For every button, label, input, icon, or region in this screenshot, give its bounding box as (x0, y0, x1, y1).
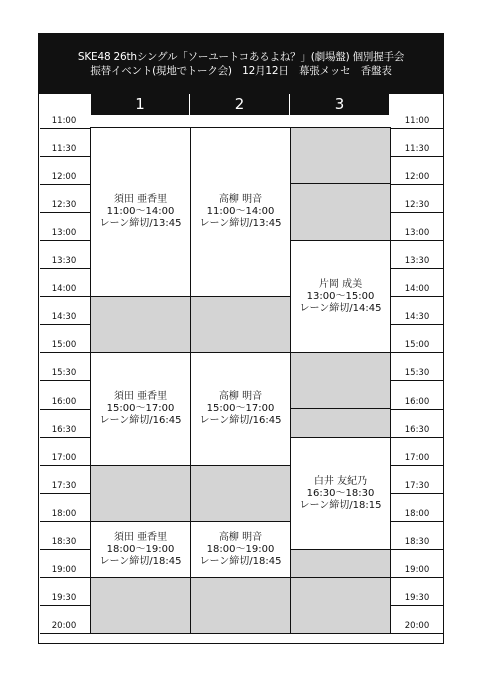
member-name: 高柳 明音 (218, 391, 263, 402)
lane-deadline: レーン締切/16:45 (99, 415, 182, 426)
tick-line-left (40, 380, 90, 381)
tick-line-left (40, 633, 90, 634)
time-label-right: 12:00 (404, 172, 430, 182)
time-label-right: 16:30 (404, 425, 430, 435)
empty-slot (290, 183, 391, 241)
tick-line-right (391, 577, 443, 578)
empty-slot (290, 577, 391, 634)
session-time: 11:00～14:00 (106, 206, 175, 217)
tick-line-left (40, 493, 90, 494)
lane-deadline: レーン締切/14:45 (299, 302, 382, 314)
time-label-right: 12:30 (404, 200, 430, 210)
member-name: 白井 友紀乃 (313, 475, 368, 487)
tick-line-right (391, 605, 443, 606)
lane-deadline: レーン締切/18:15 (299, 499, 382, 511)
session-time: 18:00～19:00 (106, 543, 175, 555)
tick-line-left (40, 184, 90, 185)
session-block-lane1-a (90, 127, 191, 297)
tick-line-right (391, 493, 443, 494)
session-block-lane3-b (290, 437, 391, 550)
tick-line-right (391, 324, 443, 325)
tick-line-right (391, 296, 443, 297)
tick-line-left (40, 352, 90, 353)
empty-slot (290, 408, 391, 438)
tick-line-left (40, 577, 90, 578)
lane-deadline: レーン締切/18:45 (199, 555, 282, 567)
member-name: 片岡 成美 (318, 278, 363, 290)
session-block-lane3-a (290, 240, 391, 353)
time-label-left: 17:00 (51, 453, 77, 463)
tick-line-left (40, 156, 90, 157)
time-label-right: 18:30 (404, 537, 430, 547)
session-time: 15:00～17:00 (206, 403, 275, 414)
time-label-right: 20:00 (404, 621, 430, 631)
time-label-right: 15:30 (404, 368, 430, 378)
empty-slot (190, 465, 291, 522)
tick-line-right (391, 437, 443, 438)
lane-deadline: レーン締切/16:45 (199, 415, 282, 426)
empty-slot (190, 577, 291, 634)
member-name: 高柳 明音 (218, 194, 263, 205)
lane-header-3: 3 (290, 94, 389, 115)
time-label-left: 18:00 (51, 509, 77, 519)
tick-line-right (391, 521, 443, 522)
tick-line-left (40, 212, 90, 213)
tick-line-left (40, 549, 90, 550)
time-label-left: 13:30 (51, 256, 77, 266)
time-label-left: 14:30 (51, 312, 77, 322)
tick-line-right (391, 156, 443, 157)
tick-line-right (391, 240, 443, 241)
time-label-right: 14:30 (404, 312, 430, 322)
time-label-left: 12:30 (51, 200, 77, 210)
time-label-right: 16:00 (404, 397, 430, 407)
time-label-left: 15:30 (51, 368, 77, 378)
time-label-left: 14:00 (51, 284, 77, 294)
empty-slot (290, 127, 391, 184)
time-label-left: 19:30 (51, 593, 77, 603)
lane-deadline: レーン締切/18:45 (99, 555, 182, 567)
empty-slot (290, 549, 391, 578)
lane-header-1: 1 (91, 94, 189, 115)
tick-line-right (391, 409, 443, 410)
time-label-left: 16:00 (51, 397, 77, 407)
tick-line-right (391, 212, 443, 213)
tick-line-left (40, 268, 90, 269)
tick-line-right (391, 268, 443, 269)
time-label-left: 13:00 (51, 228, 77, 238)
lane-deadline: レーン締切/13:45 (99, 218, 182, 229)
tick-line-right (391, 465, 443, 466)
time-label-right: 17:30 (404, 481, 430, 491)
time-label-right: 19:30 (404, 593, 430, 603)
member-name: 須田 亜香里 (113, 391, 168, 402)
session-time: 18:00～19:00 (206, 543, 275, 555)
tick-line-left (40, 605, 90, 606)
time-label-left: 19:00 (51, 565, 77, 575)
session-time: 11:00～14:00 (206, 206, 275, 217)
tick-line-right (391, 352, 443, 353)
member-name: 須田 亜香里 (113, 194, 168, 205)
time-label-left: 20:00 (51, 621, 77, 631)
time-label-right: 13:00 (404, 228, 430, 238)
empty-slot (290, 352, 391, 409)
empty-slot (90, 296, 191, 353)
tick-line-right (391, 549, 443, 550)
lane-deadline: レーン締切/13:45 (199, 218, 282, 229)
time-label-left: 11:00 (51, 116, 77, 126)
time-label-right: 15:00 (404, 340, 430, 350)
session-block-lane1-c (90, 521, 191, 578)
time-label-right: 19:00 (404, 565, 430, 575)
tick-line-left (40, 465, 90, 466)
session-block-lane1-b (90, 352, 191, 466)
schedule-header (38, 33, 444, 94)
time-label-right: 18:00 (404, 509, 430, 519)
empty-slot (90, 465, 191, 522)
tick-line-right (391, 184, 443, 185)
time-label-right: 14:00 (404, 284, 430, 294)
time-label-left: 18:30 (51, 537, 77, 547)
time-label-right: 11:30 (404, 144, 430, 154)
empty-slot (190, 296, 291, 353)
tick-line-left (40, 324, 90, 325)
session-block-lane2-b (190, 352, 291, 466)
tick-line-right (391, 380, 443, 381)
tick-line-right (391, 633, 443, 634)
session-time: 13:00～15:00 (306, 290, 375, 302)
member-name: 須田 亜香里 (113, 531, 168, 543)
tick-line-left (40, 521, 90, 522)
time-label-right: 11:00 (404, 116, 430, 126)
time-label-left: 15:00 (51, 340, 77, 350)
session-block-lane2-a (190, 127, 291, 297)
header-title-line1: SKE48 26thシングル「ソーユートコあるよね？」(劇場盤) 個別握手会 (77, 51, 405, 63)
header-title-line2: 振替イベント(現地でトーク会) 12月12日 幕張メッセ 香盤表 (90, 65, 392, 77)
time-label-left: 17:30 (51, 481, 77, 491)
tick-line-right (391, 128, 443, 129)
session-time: 16:30～18:30 (306, 487, 375, 499)
time-label-right: 13:30 (404, 256, 430, 266)
empty-slot (90, 577, 191, 634)
tick-line-left (40, 437, 90, 438)
tick-line-left (40, 128, 90, 129)
time-label-right: 17:00 (404, 453, 430, 463)
tick-line-left (40, 296, 90, 297)
lane-header-2: 2 (190, 94, 289, 115)
tick-line-left (40, 409, 90, 410)
member-name: 高柳 明音 (218, 531, 263, 543)
time-label-left: 12:00 (51, 172, 77, 182)
time-label-left: 16:30 (51, 425, 77, 435)
time-label-left: 11:30 (51, 144, 77, 154)
session-block-lane2-c (190, 521, 291, 578)
tick-line-left (40, 240, 90, 241)
session-time: 15:00～17:00 (106, 403, 175, 414)
